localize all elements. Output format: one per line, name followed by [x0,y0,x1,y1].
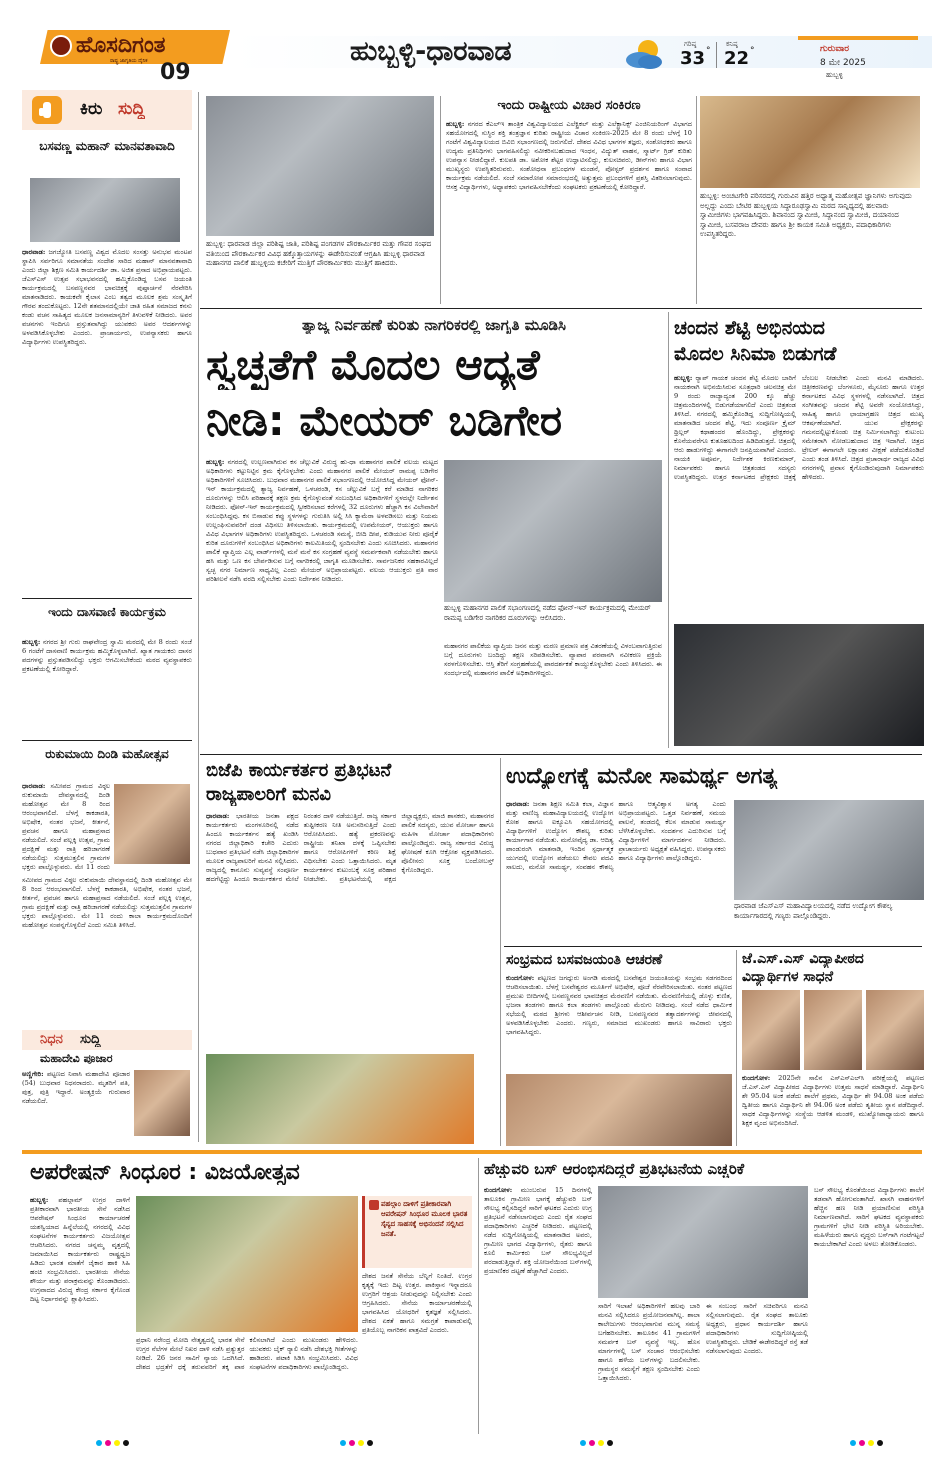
bus-photo [598,1186,808,1298]
obit-photo [134,1070,190,1136]
story-body: ಪಟ್ಟಣದ ನಿವಾಸಿ ಮಹಾದೇವಿ ಪೂಜಾರ (54) ಬುಧವಾರ ನಿಧನರಾದರು. ಮೃತರಿಗೆ ಪತಿ, ಪುತ್ರ, ಪುತ್ರಿ ಇದ್ದಾರೆ. ಅಂತ್ಯಕ್ರಿಯೆ ಗುರುವಾರ ನಡೆಯಲಿದೆ. [22,1070,130,1105]
column-rule [500,758,501,1146]
story-body: ಜಗಜ್ಯೋತಿ ಬಸವಣ್ಣ ವಿಶ್ವದ ಮೊದಲ ಸಂಸತ್ತು ಅನುಭವ ಮಂಟಪ ಸ್ಥಾಪಿಸಿ ಸರ್ವರಿಗೂ ಸಮಾನತೆಯ ಸಂದೇಶ ಸಾರಿದ ಮಹಾನ್ ಮಾನವತಾವಾದಿ ಎಂದು ಜಿಲ್ಲಾ ಶಿಕ್ಷಣ ಸಮಿತಿ ಕಾರ್ಯದರ್ಶಿ ಡಾ. ಅಜಿತ ಪ್ರಸಾದ ಅಭಿಪ್ರಾಯಪಟ್ಟರು. ಜೆಎಸ್ಎಸ್ ಉತ್ಸವ ಸಭಾಭವನದಲ್ಲಿ ಹಮ್ಮಿಕೊಂಡಿದ್ದ ಬಸವ ಜಯಂತಿ ಕಾರ್ಯಕ್ರಮದಲ್ಲಿ ಬಸವಣ್ಣನವರ ಭಾವಚಿತ್ರಕ್ಕೆ ಪುಷ್ಪಾರ್ಚನೆ ನೆರವೇರಿಸಿ ಮಾತನಾಡಿದರು. ಕಾಯಕವೇ ಕೈಲಾಸ ಎಂಬ ತತ್ವದ ಮೂಲಕ ಶ್ರಮ ಸಂಸ್ಕೃತಿಗೆ ಗೌರವ ತಂದುಕೊಟ್ಟರು. 12ನೇ ಶತಮಾನದಲ್ಲಿಯೇ ಜಾತಿ ರಹಿತ ಸಮಾಜದ ಕನಸು ಕಂಡು ವಚನ ಸಾಹಿತ್ಯದ ಮೂಲಕ ಜನಸಾಮಾನ್ಯರಿಗೆ ತಿಳುವಳಿಕೆ ನೀಡಿದರು. ಅವರ ವಚನಗಳು ಇಂದಿಗೂ ಪ್ರಸ್ತುತವಾಗಿದ್ದು ಯುವಕರು ಅವರ ಆದರ್ಶಗಳನ್ನು ಅಳವಡಿಸಿಕೊಳ್ಳಬೇಕು ಎಂದರು. ಪ್ರಾಚಾರ್ಯರು, ಉಪನ್ಯಾಸಕರು ಹಾಗೂ ವಿದ್ಯಾರ್ಥಿಗಳು ಉಪಸ್ಥಿತರಿದ್ದರು. [22,248,192,346]
partly-cloudy-icon [622,36,668,70]
dateline: ಕುಂದಗೋಳ: [742,1074,771,1082]
basava-body [506,974,732,1070]
lead-kicker: ತ್ಯಾಜ್ಯ ನಿರ್ವಹಣೆ ಕುರಿತು ನಾಗರಿಕರಲ್ಲಿ ಜಾಗೃತಿ ಮೂಡಿಸಿ [302,316,566,334]
bus-col1 [484,1186,592,1432]
sindoor-headline: ಅಪರೇಷನ್ ಸಿಂಧೂರ : ವಿಜಯೋತ್ಸವ [30,1160,300,1185]
story-body: ಜನತಾ ಶಿಕ್ಷಣ ಸಮಿತಿ ಕಲಾ, ವಿಜ್ಞಾನ ಮತ್ತು ವಾಣಿಜ್ಯ ಮಹಾವಿದ್ಯಾಲಯದಲ್ಲಿ ಉದ್ಯೋಗ ಕೋಶ ಹಾಗೂ ಐಕ್ಯೂಎಸಿ ಸಹಯೋಗದಲ್ಲಿ ವಿದ್ಯಾರ್ಥಿಗಳಿಗೆ ಉದ್ಯೋಗ ಕೌಶಲ್ಯ ಕುರಿತು ಕಾರ್ಯಾಗಾರ ನಡೆಯಿತು. ಮನೋವೈದ್ಯ ಡಾ. ಆದಿತ್ಯ ಪಾಂಡುರಂಗಿ ಮಾತನಾಡಿ, ಇಂದಿನ ಸ್ಪರ್ಧಾತ್ಮಕ ಯುಗದಲ್ಲಿ ಉದ್ಯೋಗ ಪಡೆಯಲು ಕೇವಲ ಪದವಿ ಸಾಲದು, ಮನೋ ಸಾಮರ್ಥ್ಯ, ಸಂವಹನ ಕೌಶಲ್ಯ ಹಾಗೂ ಆತ್ಮವಿಶ್ವಾಸ ಅಗತ್ಯ ಎಂದು ಅಭಿಪ್ರಾಯಪಟ್ಟರು. ಒತ್ತಡ ನಿರ್ವಹಣೆ, ಸಮಯ ಪಾಲನೆ, ತಂಡದಲ್ಲಿ ಕೆಲಸ ಮಾಡುವ ಸಾಮರ್ಥ್ಯ ಬೆಳೆಸಿಕೊಳ್ಳಬೇಕು. ಸಂದರ್ಶನ ಎದುರಿಸುವ ಬಗ್ಗೆ ವಿದ್ಯಾರ್ಥಿಗಳಿಗೆ ಮಾರ್ಗದರ್ಶನ ನೀಡಿದರು. ಪ್ರಾಚಾರ್ಯರು ಅಧ್ಯಕ್ಷತೆ ವಹಿಸಿದ್ದರು. ಉಪನ್ಯಾಸಕರು ಹಾಗೂ ವಿದ್ಯಾರ್ಥಿಗಳು ಪಾಲ್ಗೊಂಡಿದ್ದರು. [506,800,726,871]
issue-date: 8 ಮೇ 2025 [820,58,866,68]
story-body: ಪ್ರಧಾನಿ ನರೇಂದ್ರ ಮೋದಿ ನೇತೃತ್ವದಲ್ಲಿ ಭಾರತ ಸೇನೆ ಉಗ್ರರ ನೆಲೆಗಳ ಮೇಲೆ ನಿಖರ ದಾಳಿ ನಡೆಸಿ ಪ್ರತ್ಯುತ್ತರ ನೀಡಿದೆ. 26 ಜನರ ಸಾವಿಗೆ ನ್ಯಾಯ ಒದಗಿಸಿದೆ. ದೇಶದ ಭದ್ರತೆಗೆ ಧಕ್ಕೆ ತರುವವರಿಗೆ ತಕ್ಕ ಪಾಠ ಕಲಿಸಲಾಗಿದೆ ಎಂದು ಮುಖಂಡರು ಹೇಳಿದರು. ಯುವಕರು ಬೈಕ್ ರ‍್ಯಾಲಿ ನಡೆಸಿ ದೇಶಭಕ್ತಿ ಗೀತೆಗಳನ್ನು ಹಾಡಿದರು. ಪಟಾಕಿ ಸಿಡಿಸಿ ಸಂಭ್ರಮಿಸಿದರು. ವಿವಿಧ ಸಂಘಟನೆಗಳ ಪದಾಧಿಕಾರಿಗಳು ಪಾಲ್ಗೊಂಡಿದ್ದರು. [136,1336,358,1371]
story-body: ಭಾರತೀಯ ಜನತಾ ಪಕ್ಷದ ಕಾರ್ಯಕರ್ತರು ಮಂಗಳೂರಿನಲ್ಲಿ ನಡೆದ ಹಿಂದೂ ಕಾರ್ಯಕರ್ತನ ಹತ್ಯೆ ಖಂಡಿಸಿ ನಗರದ ಜಿಲ್ಲಾಧಿಕಾರಿ ಕಚೇರಿ ಎದುರು ಬುಧವಾರ ಪ್ರತಿಭಟನೆ ನಡೆಸಿ ಜಿಲ್ಲಾಧಿಕಾರಿಗಳ ಮೂಲಕ ರಾಜ್ಯಪಾಲರಿಗೆ ಮನವಿ ಸಲ್ಲಿಸಿದರು. ರಾಜ್ಯದಲ್ಲಿ ಕಾನೂನು ಸುವ್ಯವಸ್ಥೆ ಸಂಪೂರ್ಣ ಹದಗೆಟ್ಟಿದ್ದು ಹಿಂದೂ ಕಾರ್ಯಕರ್ತರ ಮೇಲೆ ನಿರಂತರ ದಾಳಿ ನಡೆಯುತ್ತಿದೆ. ರಾಜ್ಯ ಸರ್ಕಾರ ತುಷ್ಟೀಕರಣ ನೀತಿ ಅನುಸರಿಸುತ್ತಿದೆ ಎಂದು ಆರೋಪಿಸಿದರು. ಹತ್ಯೆ ಪ್ರಕರಣವನ್ನು ರಾಷ್ಟ್ರೀಯ ತನಿಖಾ ದಳಕ್ಕೆ ಒಪ್ಪಿಸಬೇಕು ಹಾಗೂ ಆರೋಪಿಗಳಿಗೆ ಕಠಿಣ ಶಿಕ್ಷೆ ವಿಧಿಸಬೇಕು ಎಂದು ಒತ್ತಾಯಿಸಿದರು. ಮೃತ ಕಾರ್ಯಕರ್ತನ ಕುಟುಂಬಕ್ಕೆ ಸೂಕ್ತ ಪರಿಹಾರ ನೀಡಬೇಕು. ಪ್ರತಿಭಟನೆಯಲ್ಲಿ ಪಕ್ಷದ ಜಿಲ್ಲಾಧ್ಯಕ್ಷರು, ಮಾಜಿ ಶಾಸಕರು, ಮಹಾನಗರ ಪಾಲಿಕೆ ಸದಸ್ಯರು, ಯುವ ಮೋರ್ಚಾ ಹಾಗೂ ಮಹಿಳಾ ಮೋರ್ಚಾ ಪದಾಧಿಕಾರಿಗಳು ಪಾಲ್ಗೊಂಡಿದ್ದರು. ರಾಜ್ಯ ಸರ್ಕಾರದ ವಿರುದ್ಧ ಘೋಷಣೆ ಕೂಗಿ ಆಕ್ರೋಶ ವ್ಯಕ್ತಪಡಿಸಿದರು. ಪೊಲೀಸರು ಸೂಕ್ತ ಬಂದೋಬಸ್ತ್ ಕೈಗೊಂಡಿದ್ದರು. [206,812,494,883]
column-rule [736,950,737,1146]
sindoor-pullquote [362,1196,472,1268]
lead-body [206,458,438,748]
registration-marks-center-left [340,1440,373,1446]
registration-marks-center-right [580,1440,613,1446]
obit-body [22,1070,130,1160]
lead-photo [444,460,662,602]
bjp-body [206,812,494,1050]
column-rule [198,92,199,1142]
lead-photo-caption: ಹುಬ್ಬಳ್ಳಿ ಮಹಾನಗರ ಪಾಲಿಕೆ ಸಭಾಂಗಣದಲ್ಲಿ ನಡೆದ ಫೋನ್-ಇನ್ ಕಾರ್ಯಕ್ರಮದಲ್ಲಿ ಮೇಯರ್ ರಾಮಪ್ಪ ಬಡಿಗೇರ ನಾಗರಿಕರ ದೂರುಗಳನ್ನು ಆಲಿಸಿದರು. [444,604,651,622]
sidebar-story2-headline: ಇಂದು ದಾಸವಾಣಿ ಕಾರ್ಯಕ್ರಮ [48,605,166,619]
sindoor-col2 [136,1336,358,1432]
story-body: ನಗರದ ಶ್ರೀ ಗುರು ರಾಘವೇಂದ್ರ ಸ್ವಾಮಿ ಮಠದಲ್ಲಿ ಮೇ 8 ರಂದು ಸಂಜೆ 6 ಗಂಟೆಗೆ ದಾಸವಾಣಿ ಕಾರ್ಯಕ್ರಮ ಹಮ್ಮಿಕೊಳ್ಳಲಾಗಿದೆ. ಖ್ಯಾತ ಗಾಯಕರು ದಾಸರ ಪದಗಳನ್ನು ಪ್ರಸ್ತುತಪಡಿಸಲಿದ್ದು ಭಕ್ತರು ಆಗಮಿಸಬೇಕೆಂದು ಮಠದ ವ್ಯವಸ್ಥಾಪಕರು ಪ್ರಕಟಣೆಯಲ್ಲಿ ಕೋರಿದ್ದಾರೆ. [22,638,192,673]
lead-headline-line2: ನೀಡಿ: ಮೇಯರ್ ಬಡಿಗೇರ [206,396,563,445]
divider [200,308,922,309]
udyoga-headline: ಉದ್ಯೋಗಕ್ಕೆ ಮನೋ ಸಾಮರ್ಥ್ಯ ಅಗತ್ಯ [506,764,778,789]
sidebar-story3-headline: ರುಕುಮಾಯಿ ದಿಂಡಿ ಮಹೋತ್ಸವ [45,747,169,761]
story-body: ಈ ಸಂಬಂಧ ಸಾರಿಗೆ ಸಚಿವರಿಗೂ ಮನವಿ ಸಲ್ಲಿಸಲಾಗುವುದು. ರೈತ ಸಂಘದ ತಾಲೂಕು ಅಧ್ಯಕ್ಷರು, ಪ್ರಧಾನ ಕಾರ್ಯದರ್ಶಿ ಹಾಗೂ ಪದಾಧಿಕಾರಿಗಳು ಸುದ್ದಿಗೋಷ್ಠಿಯಲ್ಲಿ ಉಪಸ್ಥಿತರಿದ್ದರು. ಬೇಡಿಕೆ ಈಡೇರದಿದ್ದರೆ ರಸ್ತೆ ತಡೆ ನಡೆಸಲಾಗುವುದು ಎಂದರು. [706,1302,808,1355]
divider [22,598,192,599]
obit-name: ಮಹಾದೇವಿ ಪೂಜಾರ [40,1052,113,1065]
bjp-headline-line2: ರಾಜ್ಯಪಾಲರಿಗೆ ಮನವಿ [206,784,331,805]
story-body: ಮುಂಬರುವ 15 ದಿನಗಳಲ್ಲಿ ತಾಲೂಕಿನ ಗ್ರಾಮೀಣ ಭಾಗಕ್ಕೆ ಹೆಚ್ಚುವರಿ ಬಸ್ ಸೌಲಭ್ಯ ಕಲ್ಪಿಸದಿದ್ದರೆ ಸಾರಿಗೆ ಘಟಕದ ಎದುರು ಉಗ್ರ ಪ್ರತಿಭಟನೆ ನಡೆಸಲಾಗುವುದು ಎಂದು ರೈತ ಸಂಘದ ಪದಾಧಿಕಾರಿಗಳು ಎಚ್ಚರಿಕೆ ನೀಡಿದರು. ಪಟ್ಟಣದಲ್ಲಿ ನಡೆದ ಸುದ್ದಿಗೋಷ್ಠಿಯಲ್ಲಿ ಮಾತನಾಡಿದ ಅವರು, ಗ್ರಾಮೀಣ ಭಾಗದ ವಿದ್ಯಾರ್ಥಿಗಳು, ರೈತರು ಹಾಗೂ ಕೂಲಿ ಕಾರ್ಮಿಕರು ಬಸ್ ಸೌಲಭ್ಯವಿಲ್ಲದೆ ಪರದಾಡುತ್ತಿದ್ದಾರೆ. ಶಕ್ತಿ ಯೋಜನೆಯಿಂದ ಬಸ್‌ಗಳಲ್ಲಿ ಪ್ರಯಾಣಿಕರ ದಟ್ಟಣೆ ಹೆಚ್ಚಾಗಿದೆ ಎಂದರು. [484,1186,592,1275]
dateline: ಧಾರವಾಡ: [22,782,46,790]
kiru-label-1: ಕಿರು [80,99,103,119]
top-center-body [446,120,692,304]
top-left-caption: ಹುಬ್ಬಳ್ಳಿ: ಧಾರವಾಡ ಜಿಲ್ಲಾ ಪರಿಶಿಷ್ಟ ಜಾತಿ, ಪರಿಶಿಷ್ಟ ಪಂಗಡಗಳ ಪೌರಕಾರ್ಮಿಕರ ಮತ್ತು ಗೌಪರ ಸಂಘದ ವತಿಯಿಂದ ಪೌರಕಾರ್ಮಿಕರ ವಿವಿಧ ಹಕ್ಕೊತ್ತಾಯಗಳನ್ನು ಈಡೇರಿಸುವಂತೆ ಆಗ್ರಹಿಸಿ ಹುಬ್ಬಳ್ಳಿ ಧಾರವಾಡ ಮಹಾನಗರ ಪಾಲಿಕೆ ಹುಬ್ಬಳ್ಳಿಯ ಕಚೇರಿಗೆ ಮುತ್ತಿಗೆ ಪೌರಕಾರ್ಮಿಕರು ಮುತ್ತಿಗೆ ಹಾಕಿದರು. [206,240,432,267]
dateline: ಹುಬ್ಬಳ್ಳಿ: [30,1196,49,1204]
jss-headline-line1: ಜೆ.ಎಸ್.ಎಸ್ ವಿದ್ಯಾಪೀಠದ [742,951,864,967]
story-body: 2025ನೇ ಸಾಲಿನ ಎಸ್ಎಸ್ಎಲ್‌ಸಿ ಪರೀಕ್ಷೆಯಲ್ಲಿ ಪಟ್ಟಣದ ಜೆ.ಎಸ್.ಎಸ್ ವಿದ್ಯಾಪೀಠದ ವಿದ್ಯಾರ್ಥಿಗಳು ಉತ್ತಮ ಸಾಧನೆ ಮಾಡಿದ್ದಾರೆ. ವಿದ್ಯಾರ್ಥಿನಿ ಶೇ 95.04 ಅಂಕ ಪಡೆದು ಶಾಲೆಗೆ ಪ್ರಥಮ, ವಿದ್ಯಾರ್ಥಿ ಶೇ 94.08 ಅಂಕ ಪಡೆದು ದ್ವಿತೀಯ ಹಾಗೂ ವಿದ್ಯಾರ್ಥಿನಿ ಶೇ 94.06 ಅಂಕ ಪಡೆದು ತೃತೀಯ ಸ್ಥಾನ ಪಡೆದಿದ್ದಾರೆ. ಸಾಧಕ ವಿದ್ಯಾರ್ಥಿಗಳನ್ನು ಸಂಸ್ಥೆಯ ಆಡಳಿತ ಮಂಡಳಿ, ಮುಖ್ಯೋಪಾಧ್ಯಾಯರು ಹಾಗೂ ಶಿಕ್ಷಕ ವೃಂದ ಅಭಿನಂದಿಸಿದೆ. [742,1074,924,1127]
dateline: ಕುಂದಗೋಳ: [484,1186,513,1194]
bus-headline: ಹೆಚ್ಚುವರಿ ಬಸ್ ಆರಂಭಿಸದಿದ್ದರೆ ಪ್ರತಿಭಟನೆಯ ಎಚ್ಚರಿಕೆ [484,1160,745,1178]
temp-max-label: ಗರಿಷ್ಠ [684,40,697,48]
story-body: ಪಹಲ್ಗಾಮ್ ಉಗ್ರರ ದಾಳಿಗೆ ಪ್ರತೀಕಾರವಾಗಿ ಭಾರತೀಯ ಸೇನೆ ನಡೆಸಿದ ಆಪರೇಷನ್ ಸಿಂಧೂರ ಕಾರ್ಯಾಚರಣೆ ಯಶಸ್ವಿಯಾದ ಹಿನ್ನೆಲೆಯಲ್ಲಿ ನಗರದಲ್ಲಿ ವಿವಿಧ ಸಂಘಟನೆಗಳ ಕಾರ್ಯಕರ್ತರು ವಿಜಯೋತ್ಸವ ಆಚರಿಸಿದರು. ನಗರದ ಚನ್ನಮ್ಮ ವೃತ್ತದಲ್ಲಿ ಜಮಾಯಿಸಿದ ಕಾರ್ಯಕರ್ತರು ರಾಷ್ಟ್ರಧ್ವಜ ಹಿಡಿದು ಭಾರತ ಮಾತೆಗೆ ಜೈಕಾರ ಹಾಕಿ ಸಿಹಿ ಹಂಚಿ ಸಂಭ್ರಮಿಸಿದರು. ಭಾರತೀಯ ಸೇನೆಯ ಶೌರ್ಯ ಮತ್ತು ಪರಾಕ್ರಮವನ್ನು ಕೊಂಡಾಡಿದರು. ಉಗ್ರವಾದದ ವಿರುದ್ಧ ಕೇಂದ್ರ ಸರ್ಕಾರ ಕೈಗೊಂಡ ದಿಟ್ಟ ನಿರ್ಧಾರವನ್ನು ಶ್ಲಾಘಿಸಿದರು. [30,1196,130,1303]
issue-day: ಗುರುವಾರ [820,44,850,54]
temp-divider [716,42,717,68]
sindoor-col3 [362,1272,472,1432]
sidebar-story1-body [22,248,192,592]
top-left-photo [206,96,434,236]
registration-marks-left [96,1440,129,1446]
pointing-hand-icon [32,96,62,124]
logo-text: ಹೊಸದಿಗಂತ [76,33,166,58]
top-right-caption: ಹುಬ್ಬಳ್ಳಿ: ಅಂಚಟಗೇರಿ ಪರಿಸರದಲ್ಲಿ ಗುರುವಿನ ಹತ್ತಿರ ಅಧ್ಯಾತ್ಮ ಮಹೋತ್ಸವ ಜ್ಞಾನಿಗಳು ಅಗುವುದು ಅಲ್ಲದ್ದು ಎಂದು ಬೇಟಿರ ಹುಬ್ಬಳ್ಳಿಯ ಸಿದ್ಧಾರೂಢಸ್ವಾಮಿ ಮಠದ ಸಾನ್ನಿಧ್ಯದಲ್ಲಿ ಹಲವಾರು ಸ್ವಾಮೀಜಿಗಳು ಭಾಗವಹಿಸಿದ್ದರು. ಶಿವಾನಂದ ಸ್ವಾಮೀಜಿ, ಸಿದ್ದಾನಂದ ಸ್ವಾಮೀಜಿ, ದಯಾನಂದ ಸ್ವಾಮೀಜಿ, ಬಸವರಾಜ ದೇವರು ಹಾಗೂ ಶ್ರೀ ಕಾಯಕ ಸಮಿತಿ ಅಧ್ಯಕ್ಷರು, ಪದಾಧಿಕಾರಿಗಳು ಉಪಸ್ಥಿತರಿದ್ದರು. [700,192,912,238]
column-rule [668,312,669,748]
column-rule [440,96,441,304]
sidebar-story1-photo [30,178,180,242]
obit-label-1: ನಿಧನ [40,1032,63,1047]
sidebar-story1-headline: ಬಸವಣ್ಣ ಮಹಾನ್ ಮಾನವತಾವಾದಿ [39,139,175,153]
udyoga-photo-caption: ಧಾರವಾಡ ಜೆಎಸ್ಎಸ್ ಮಹಾವಿದ್ಯಾಲಯದಲ್ಲಿ ನಡೆದ ಉದ್ಯೋಗ ಕೌಶಲ್ಯ ಕಾರ್ಯಾಗಾರದಲ್ಲಿ ಗಣ್ಯರು ಪಾಲ್ಗೊಂಡಿದ್ದರು. [734,902,893,920]
lead-body-cont [444,642,662,748]
pullquote-text: ಪಹಲ್ಗಾಂ ದಾಳಿಗೆ ಪ್ರತೀಕಾರವಾಗಿ ಆಪರೇಷನ್ ಸಿಂಧೂರ ಮೂಲಕ ಭಾರತ ಸೈನ್ಯದ ಸಾಹಸಕ್ಕೆ ಅಭಿನಂದನೆ ಸಲ್ಲಿಸಿದ ಜನತೆ. [381,1200,468,1238]
story-body: ರ‍್ಯಾಪ್ ಗಾಯಕ ಚಂದನ ಶೆಟ್ಟಿ ಮೊದಲ ಬಾರಿಗೆ ನಾಯಕನಾಗಿ ಅಭಿನಯಿಸಿರುವ ಸೂತ್ರಧಾರಿ ಚಲನಚಿತ್ರ ಮೇ 9 ರಂದು ರಾಜ್ಯಾದ್ಯಂತ 200 ಕ್ಕೂ ಹೆಚ್ಚು ಚಿತ್ರಮಂದಿರಗಳಲ್ಲಿ ಬಿಡುಗಡೆಯಾಗಲಿದೆ ಎಂದು ಚಿತ್ರತಂಡ ತಿಳಿಸಿದೆ. ನಗರದಲ್ಲಿ ಹಮ್ಮಿಕೊಂಡಿದ್ದ ಸುದ್ದಿಗೋಷ್ಠಿಯಲ್ಲಿ ಮಾತನಾಡಿದ ಚಂದನ ಶೆಟ್ಟಿ, ಇದು ಸಂಪೂರ್ಣ ಕ್ರೈಮ್ ಥ್ರಿಲ್ಲರ್ ಕಥಾಹಂದರ ಹೊಂದಿದ್ದು, ಪ್ರೇಕ್ಷಕರನ್ನು ಕೊನೆಯವರೆಗೂ ಕುತೂಹಲದಿಂದ ಹಿಡಿದಿಡುತ್ತದೆ. ಚಿತ್ರದಲ್ಲಿ ಆರು ಹಾಡುಗಳಿದ್ದು ಈಗಾಗಲೇ ಜನಪ್ರಿಯವಾಗಿವೆ ಎಂದರು. ನಾಯಕಿ ಅಪೂರ್ವ, ನಿರ್ದೇಶಕ ಕಿರಣಕುಮಾರ್, ನಿರ್ಮಾಪಕರು ಹಾಗೂ ಚಿತ್ರತಂಡದ ಸದಸ್ಯರು ಉಪಸ್ಥಿತರಿದ್ದರು. ಉತ್ತರ ಕರ್ನಾಟಕದ ಪ್ರೇಕ್ಷಕರು ಚಿತ್ರಕ್ಕೆ ಬೆಂಬಲ ನೀಡಬೇಕು ಎಂದು ಮನವಿ ಮಾಡಿದರು. ಚಿತ್ರೀಕರಣವನ್ನು ಬೆಂಗಳೂರು, ಮೈಸೂರು ಹಾಗೂ ಉತ್ತರ ಕರ್ನಾಟಕದ ವಿವಿಧ ಸ್ಥಳಗಳಲ್ಲಿ ನಡೆಸಲಾಗಿದೆ. ಚಿತ್ರದ ಸಂಗೀತವನ್ನು ಚಂದನ ಶೆಟ್ಟಿ ಅವರೇ ಸಂಯೋಜಿಸಿದ್ದು, ಸಾಹಿತ್ಯ ಹಾಗೂ ಛಾಯಾಗ್ರಹಣ ಚಿತ್ರದ ಮುಖ್ಯ ಆಕರ್ಷಣೆಯಾಗಿದೆ. ಯುವ ಪ್ರೇಕ್ಷಕರನ್ನು ಗಮನದಲ್ಲಿಟ್ಟುಕೊಂಡು ಚಿತ್ರ ನಿರ್ಮಿಸಲಾಗಿದ್ದು ಕುಟುಂಬ ಸಮೇತರಾಗಿ ನೋಡಬಹುದಾದ ಚಿತ್ರ ಇದಾಗಿದೆ. ಚಿತ್ರದ ಟ್ರೇಲರ್ ಈಗಾಗಲೇ ಲಕ್ಷಾಂತರ ವೀಕ್ಷಣೆ ಪಡೆದುಕೊಂಡಿದೆ ಎಂದು ತಂಡ ತಿಳಿಸಿದೆ. ಚಿತ್ರದ ಪ್ರಚಾರಾರ್ಥ ರಾಜ್ಯದ ವಿವಿಧ ನಗರಗಳಲ್ಲಿ ಪ್ರವಾಸ ಕೈಗೊಂಡಿರುವುದಾಗಿ ನಿರ್ಮಾಪಕರು ಹೇಳಿದರು. [674,374,924,481]
udyoga-photo [734,800,924,900]
story-body: ಮಹಾನಗರ ಪಾಲಿಕೆಯ ವ್ಯಾಪ್ತಿಯ ಜನನ ಮತ್ತು ಮರಣ ಪ್ರಮಾಣ ಪತ್ರ ವಿತರಣೆಯಲ್ಲಿ ವಿಳಂಬವಾಗುತ್ತಿರುವ ಬಗ್ಗೆ ದೂರುಗಳು ಬಂದಿದ್ದು ತಕ್ಷಣ ಸರಿಪಡಿಸಬೇಕು. ವ್ಯಾಪಾರ ಪರವಾನಗಿ ನವೀಕರಣ ಪ್ರಕ್ರಿಯೆ ಸರಳಗೊಳಿಸಬೇಕು. ಆಸ್ತಿ ತೆರಿಗೆ ಸಂಗ್ರಹಣೆಯಲ್ಲಿ ಪಾರದರ್ಶಕತೆ ಕಾಯ್ದುಕೊಳ್ಳಬೇಕು ಎಂದು ತಿಳಿಸಿದರು. ಈ ಸಂದರ್ಭದಲ್ಲಿ ಮಹಾನಗರ ಪಾಲಿಕೆ ಅಧಿಕಾರಿಗಳಿದ್ದರು. [444,642,662,677]
sindoor-photo [136,1196,358,1332]
masthead [0,0,945,90]
top-center-headline: ಇಂದು ರಾಷ್ಟ್ರೀಯ ವಿಚಾರ ಸಂಕಿರಣ [497,98,641,113]
obit-header [22,1030,192,1050]
lead-headline-line1: ಸ್ವಚ್ಛತೆಗೆ ಮೊದಲ ಆದ್ಯತೆ [206,340,540,389]
obit-label-2: ಸುದ್ದಿ [80,1032,101,1047]
sidebar-story3-photo [114,784,190,864]
story-body: ನಗರದಲ್ಲಿ ಉಲ್ಬಣವಾಗಿರುವ ಕಸ ಚೆಲ್ಲುವಿಕೆ ವಿರುದ್ಧ ಹು-ಧಾ ಮಹಾನಗರ ಪಾಲಿಕೆ ವಲಯ ಮಟ್ಟದ ಅಧಿಕಾರಿಗಳು ಕಟ್ಟುನಿಟ್ಟಿನ ಕ್ರಮ ಕೈಗೊಳ್ಳಬೇಕು ಎಂದು ಮಹಾನಗರ ಪಾಲಿಕೆ ಮೇಯರ್ ರಾಮಪ್ಪ ಬಡಿಗೇರ ಅಧಿಕಾರಿಗಳಿಗೆ ಸೂಚಿಸಿದರು. ಬುಧವಾರ ಮಹಾನಗರ ಪಾಲಿಕೆ ಸಭಾಂಗಣದಲ್ಲಿ ಆಯೋಜಿಸಿದ್ದ ಮೇಯರ್ ಫೋನ್-ಇನ್ ಕಾರ್ಯಕ್ರಮದಲ್ಲಿ ತ್ಯಾಜ್ಯ ನಿರ್ವಹಣೆ, ಒಳಚರಂಡಿ, ಕಸ ಚೆಲ್ಲುವಿಕೆ ಬಗ್ಗೆ ಕರೆ ಮಾಡಿದ ನಾಗರಿಕರ ದೂರುಗಳನ್ನು ಆಲಿಸಿ ಪರಿಹಾರಕ್ಕೆ ತಕ್ಷಣ ಕ್ರಮ ಕೈಗೊಳ್ಳುವಂತೆ ಸಂಬಂಧಿಸಿದ ಅಧಿಕಾರಿಗಳಿಗೆ ಸ್ಥಳದಲ್ಲೇ ನಿರ್ದೇಶನ ನೀಡಿದರು. ಫೋನ್-ಇನ್ ಕಾರ್ಯಕ್ರಮದಲ್ಲಿ ಸ್ವೀಕರಿಸಲಾದ ಕರೆಗಳಲ್ಲಿ 32 ದೂರುಗಳು ಹೆಚ್ಚಾಗಿ ಕಸ ವಿಲೇವಾರಿಗೆ ಸಂಬಂಧಿಸಿದ್ದವು. ಕಸ ಬಿಸಾಡುವ ಕಪ್ಪು ಸ್ಥಳಗಳನ್ನು ಗುರುತಿಸಿ ಅಲ್ಲಿ ಸಿಸಿ ಕ್ಯಾಮೆರಾ ಅಳವಡಿಸಲು ಮತ್ತು ನಿಯಮ ಉಲ್ಲಂಘಿಸುವವರಿಗೆ ದಂಡ ವಿಧಿಸಲು ತಿಳಿಸಲಾಯಿತು. ಕಾರ್ಯಕ್ರಮದಲ್ಲಿ ಉಪಮೇಯರ್, ಆಯುಕ್ತರು ಹಾಗೂ ವಿವಿಧ ವಿಭಾಗಗಳ ಅಧಿಕಾರಿಗಳು ಉಪಸ್ಥಿತರಿದ್ದರು. ಒಳಚರಂಡಿ ಸಮಸ್ಯೆ, ಬೀದಿ ದೀಪ, ಕುಡಿಯುವ ನೀರು ಪೂರೈಕೆ ಕುರಿತ ದೂರುಗಳಿಗೆ ಸಂಬಂಧಿಸಿದ ಅಧಿಕಾರಿಗಳು ಕಾಲಮಿತಿಯಲ್ಲಿ ಸ್ಪಂದಿಸಬೇಕು ಎಂದು ಸೂಚಿಸಿದರು. ಮಹಾನಗರ ಪಾಲಿಕೆ ವ್ಯಾಪ್ತಿಯ ಎಲ್ಲ ವಾರ್ಡ್‌ಗಳಲ್ಲಿ ಮನೆ ಮನೆ ಕಸ ಸಂಗ್ರಹಣೆ ವ್ಯವಸ್ಥೆ ಸಮರ್ಪಕವಾಗಿ ನಡೆಯಬೇಕು ಹಾಗೂ ಹಸಿ ಮತ್ತು ಒಣ ಕಸ ಬೇರ್ಪಡಿಸುವ ಬಗ್ಗೆ ನಾಗರಿಕರಲ್ಲಿ ಜಾಗೃತಿ ಮೂಡಿಸಬೇಕು. ಸಾರ್ವಜನಿಕರ ಸಹಕಾರವಿಲ್ಲದೆ ಸ್ವಚ್ಛ ನಗರ ನಿರ್ಮಾಣ ಸಾಧ್ಯವಿಲ್ಲ ಎಂದು ಮೇಯರ್ ಅಭಿಪ್ರಾಯಪಟ್ಟರು. ವಲಯ ಆಯುಕ್ತರು ಪ್ರತಿ ವಾರ ಪರಿಶೀಲನೆ ನಡೆಸಿ ವರದಿ ಸಲ್ಲಿಸಬೇಕು ಎಂದು ನಿರ್ದೇಶನ ನೀಡಿದರು. [206,458,438,583]
logo-emblem-icon [50,35,72,57]
registration-marks-right [850,1440,883,1446]
story-body: ನಗರದ ಕೆಎಲ್ಇ ತಾಂತ್ರಿಕ ವಿಶ್ವವಿದ್ಯಾಲಯದ ಎಲೆಕ್ಟ್ರಿಕಲ್ ಮತ್ತು ಎಲೆಕ್ಟ್ರಾನಿಕ್ಸ್ ಎಂಜಿನಿಯರಿಂಗ್ ವಿಭಾಗದ ಸಹಯೋಗದಲ್ಲಿ ಸುಸ್ಥಿರ ಶಕ್ತಿ ತಂತ್ರಜ್ಞಾನ ಕುರಿತು ರಾಷ್ಟ್ರೀಯ ವಿಚಾರ ಸಂಕಿರಣ-2025 ಮೇ 8 ರಂದು ಬೆಳಗ್ಗೆ 10 ಗಂಟೆಗೆ ವಿಶ್ವವಿದ್ಯಾಲಯದ ಬಿವಿಬಿ ಸಭಾಂಗಣದಲ್ಲಿ ಜರುಗಲಿದೆ. ದೇಶದ ವಿವಿಧ ಭಾಗಗಳ ತಜ್ಞರು, ಸಂಶೋಧಕರು ಹಾಗೂ ಉದ್ಯಮ ಪ್ರತಿನಿಧಿಗಳು ಭಾಗವಹಿಸಲಿದ್ದು ನವೀಕರಿಸಬಹುದಾದ ಇಂಧನ, ವಿದ್ಯುತ್ ವಾಹನ, ಸ್ಮಾರ್ಟ್ ಗ್ರಿಡ್ ಕುರಿತು ಉಪನ್ಯಾಸ ನೀಡಲಿದ್ದಾರೆ. ಕುಲಪತಿ ಡಾ. ಅಶೋಕ ಶೆಟ್ಟರ ಉದ್ಘಾಟಿಸಲಿದ್ದು, ಕುಲಸಚಿವರು, ಡೀನ್‌ಗಳು ಹಾಗೂ ವಿಭಾಗ ಮುಖ್ಯಸ್ಥರು ಉಪಸ್ಥಿತರಿರುವರು. ಸಂಶೋಧನಾ ಪ್ರಬಂಧಗಳ ಮಂಡನೆ, ಪೋಸ್ಟರ್ ಪ್ರದರ್ಶನ ಹಾಗೂ ಸಂವಾದ ಕಾರ್ಯಕ್ರಮ ನಡೆಯಲಿದೆ. ಸಂಜೆ ಸಮಾರೋಪ ಸಮಾರಂಭದಲ್ಲಿ ಅತ್ಯುತ್ತಮ ಪ್ರಬಂಧಗಳಿಗೆ ಪ್ರಶಸ್ತಿ ವಿತರಿಸಲಾಗುವುದು. ಆಸಕ್ತ ವಿದ್ಯಾರ್ಥಿಗಳು, ಅಧ್ಯಾಪಕರು ಭಾಗವಹಿಸಬೇಕೆಂದು ಸಂಘಟಕರು ಪ್ರಕಟಣೆಯಲ್ಲಿ ಕೋರಿದ್ದಾರೆ. [446,120,692,191]
udyoga-body [506,800,726,942]
temp-max: 33 [680,48,706,69]
jss-photos [742,990,924,1070]
dateline: ಅಣ್ಣಿಗೇರಿ: [22,1070,44,1078]
student-photo [742,990,800,1070]
jss-headline-line2: ವಿದ್ಯಾರ್ಥಿಗಳ ಸಾಧನೆ [742,969,834,985]
dateline: ಕುಂದಗೋಳ: [506,974,535,982]
jss-body [742,1074,924,1146]
sidebar-story2-body [22,638,192,748]
divider [200,754,922,755]
temp-max-degree: ° [706,46,711,56]
story-body: ಸಮೀಪದ ಗ್ರಾಮದ ವಿಠ್ಠಲ ರುಕುಮಾಯಿ ದೇವಸ್ಥಾನದಲ್ಲಿ ದಿಂಡಿ ಮಹೋತ್ಸವ ಮೇ 8 ರಿಂದ ಆರಂಭವಾಗಲಿದೆ. ಬೆಳಗ್ಗೆ ಕಾಕಡಾರತಿ, ಅಭಿಷೇಕ, ನಂತರ ಭಜನೆ, ಕೀರ್ತನೆ, ಪ್ರವಚನ ಹಾಗೂ ಮಹಾಪ್ರಸಾದ ನಡೆಯಲಿದೆ. ಸಂಜೆ ಪಲ್ಲಕ್ಕಿ ಉತ್ಸವ, ಗ್ರಾಮ ಪ್ರದಕ್ಷಿಣೆ ಮತ್ತು ರಾತ್ರಿ ಹರಿಜಾಗರಣೆ ನಡೆಯಲಿದ್ದು ಸುತ್ತಮುತ್ತಲಿನ ಗ್ರಾಮಗಳ ಭಕ್ತರು ಪಾಲ್ಗೊಳ್ಳುವರು. ಮೇ 11 ರಂದು [22,782,110,871]
dateline: ಧಾರವಾಡ: [206,812,230,820]
basava-headline: ಸಂಭ್ರಮದ ಬಸವಜಯಂತಿ ಆಚರಣೆ [506,952,663,968]
dateline: ಧಾರವಾಡ: [22,248,46,256]
temp-min-degree: ° [750,46,755,56]
pointing-hand-icon [369,1200,379,1210]
story-body: ಬಸ್ ಸೌಲಭ್ಯ ಕೊರತೆಯಿಂದ ವಿದ್ಯಾರ್ಥಿಗಳು ಶಾಲೆಗೆ ತಡವಾಗಿ ಹೋಗುವಂತಾಗಿದೆ. ಖಾಸಗಿ ವಾಹನಗಳಿಗೆ ಹೆಚ್ಚಿನ ಹಣ ನೀಡಿ ಪ್ರಯಾಣಿಸುವ ಪರಿಸ್ಥಿತಿ ನಿರ್ಮಾಣವಾಗಿದೆ. ಸಾರಿಗೆ ಘಟಕದ ವ್ಯವಸ್ಥಾಪಕರು ಗ್ರಾಮಗಳಿಗೆ ಭೇಟಿ ನೀಡಿ ಪರಿಸ್ಥಿತಿ ಅರಿಯಬೇಕು. ಮಹಿಳೆಯರು ಹಾಗೂ ವೃದ್ಧರು ಬಸ್‌ಗಾಗಿ ಗಂಟೆಗಟ್ಟಲೆ ಕಾಯಬೇಕಾಗಿದೆ ಎಂದು ಅಳಲು ತೋಡಿಕೊಂಡರು. [814,1186,924,1248]
temp-min-label: ಕನಿಷ್ಠ [726,40,738,48]
sidebar-story3-body [22,782,110,872]
column-rule [696,96,697,304]
edition-title: ಹುಬ್ಬಳ್ಳಿ-ಧಾರವಾಡ [350,36,512,67]
basava-photo [506,1074,732,1146]
student-photo [804,990,862,1070]
dateline: ಹುಬ್ಬಳ್ಳಿ: [22,638,41,646]
bjp-photo [206,1054,474,1144]
bus-col3 [706,1302,808,1432]
story-body: ಸಮೀಪದ ಗ್ರಾಮದ ವಿಠ್ಠಲ ರುಕುಮಾಯಿ ದೇವಸ್ಥಾನದಲ್ಲಿ ದಿಂಡಿ ಮಹೋತ್ಸವ ಮೇ 8 ರಿಂದ ಆರಂಭವಾಗಲಿದೆ. ಬೆಳಗ್ಗೆ ಕಾಕಡಾರತಿ, ಅಭಿಷೇಕ, ನಂತರ ಭಜನೆ, ಕೀರ್ತನೆ, ಪ್ರವಚನ ಹಾಗೂ ಮಹಾಪ್ರಸಾದ ನಡೆಯಲಿದೆ. ಸಂಜೆ ಪಲ್ಲಕ್ಕಿ ಉತ್ಸವ, ಗ್ರಾಮ ಪ್ರದಕ್ಷಿಣೆ ಮತ್ತು ರಾತ್ರಿ ಹರಿಜಾಗರಣೆ ನಡೆಯಲಿದ್ದು ಸುತ್ತಮುತ್ತಲಿನ ಗ್ರಾಮಗಳ ಭಕ್ತರು ಪಾಲ್ಗೊಳ್ಳುವರು. ಮೇ 11 ರಂದು ಕಾಲಾ ಕಾರ್ಯಕ್ರಮದೊಂದಿಗೆ ಮಹೋತ್ಸವ ಸಂಪನ್ನಗೊಳ್ಳಲಿದೆ ಎಂದು ಸಮಿತಿ ತಿಳಿಸಿದೆ. [22,876,192,929]
bottom-divider [22,1150,922,1154]
cinema-photo [674,624,924,746]
top-right-photo [700,96,920,188]
story-body: ಪಟ್ಟಣದ ಜಗದ್ಗುರು ಅಂಗಡಿ ಮಠದಲ್ಲಿ ಬಸವೇಶ್ವರ ಜಯಂತಿಯನ್ನು ಸಂಭ್ರಮ ಸಡಗರದಿಂದ ಆಚರಿಸಲಾಯಿತು. ಬೆಳಗ್ಗೆ ಬಸವೇಶ್ವರರ ಮೂರ್ತಿಗೆ ಅಭಿಷೇಕ, ಪೂಜೆ ನೆರವೇರಿಸಲಾಯಿತು. ನಂತರ ಪಟ್ಟಣದ ಪ್ರಮುಖ ಬೀದಿಗಳಲ್ಲಿ ಬಸವಣ್ಣನವರ ಭಾವಚಿತ್ರದ ಮೆರವಣಿಗೆ ನಡೆಯಿತು. ಮೆರವಣಿಗೆಯಲ್ಲಿ ಡೊಳ್ಳು ಕುಣಿತ, ಭಜನಾ ತಂಡಗಳು ಹಾಗೂ ಕಲಾ ತಂಡಗಳು ಪಾಲ್ಗೊಂಡು ಮೆರುಗು ನೀಡಿದವು. ಸಂಜೆ ನಡೆದ ಧಾರ್ಮಿಕ ಸಭೆಯಲ್ಲಿ ಮಠದ ಶ್ರೀಗಳು ಆಶೀರ್ವಚನ ನೀಡಿ, ಬಸವಣ್ಣನವರ ತತ್ವಾದರ್ಶಗಳನ್ನು ಜೀವನದಲ್ಲಿ ಅಳವಡಿಸಿಕೊಳ್ಳಬೇಕು ಎಂದರು. ಗಣ್ಯರು, ಸಮಾಜದ ಮುಖಂಡರು ಹಾಗೂ ಸಾವಿರಾರು ಭಕ್ತರು ಭಾಗವಹಿಸಿದ್ದರು. [506,974,732,1036]
cinema-headline-line2: ಮೊದಲ ಸಿನಿಮಾ ಬಿಡುಗಡೆ [674,343,837,365]
kiru-label-2: ಸುದ್ದಿ [118,99,145,119]
dateline: ಹುಬ್ಬಳ್ಳಿ: [446,120,465,128]
bus-col4 [814,1186,924,1432]
page-number: 09 [160,60,191,85]
sidebar-story3-body-cont [22,876,192,1026]
kiru-header [22,90,192,130]
story-body: ಸಾರಿಗೆ ಇಲಾಖೆ ಅಧಿಕಾರಿಗಳಿಗೆ ಹಲವು ಬಾರಿ ಮನವಿ ಸಲ್ಲಿಸಿದರೂ ಪ್ರಯೋಜನವಾಗಿಲ್ಲ. ಶಾಲಾ ಕಾಲೇಜುಗಳು ಆರಂಭವಾಗುವ ಮುನ್ನ ಸಮಸ್ಯೆ ಬಗೆಹರಿಸಬೇಕು. ತಾಲೂಕಿನ 41 ಗ್ರಾಮಗಳಿಗೆ ಸಮರ್ಪಕ ಬಸ್ ವ್ಯವಸ್ಥೆ ಇಲ್ಲ. ಹೊಸ ಮಾರ್ಗಗಳಲ್ಲಿ ಬಸ್ ಸಂಚಾರ ಆರಂಭಿಸಬೇಕು ಹಾಗೂ ಹಳೆಯ ಬಸ್‌ಗಳನ್ನು ಬದಲಿಸಬೇಕು. ಗ್ರಾಮಸ್ಥರ ಸಮಸ್ಯೆಗೆ ತಕ್ಷಣ ಸ್ಪಂದಿಸಬೇಕು ಎಂದು ಒತ್ತಾಯಿಸಿದರು. [598,1302,700,1382]
date-band [798,36,918,40]
dateline: ಹುಬ್ಬಳ್ಳಿ: [206,458,225,466]
column-rule [478,1158,479,1434]
bus-col2 [598,1302,700,1432]
logo-block [40,30,230,85]
cinema-headline-line1: ಚಂದನ ಶೆಟ್ಟಿ ಅಭಿನಯದ [674,317,825,339]
story-body: ದೇಶದ ಜನತೆ ಸೇನೆಯ ಬೆನ್ನಿಗೆ ನಿಂತಿದೆ. ಉಗ್ರರ ಕೃತ್ಯಕ್ಕೆ ಇದು ದಿಟ್ಟ ಉತ್ತರ. ಪಾಕಿಸ್ತಾನ ಇನ್ನಾದರೂ ಉಗ್ರರಿಗೆ ಆಶ್ರಯ ನೀಡುವುದನ್ನು ನಿಲ್ಲಿಸಬೇಕು ಎಂದು ಆಗ್ರಹಿಸಿದರು. ಸೇನೆಯ ಕಾರ್ಯಾಚರಣೆಯಲ್ಲಿ ಭಾಗವಹಿಸಿದ ಯೋಧರಿಗೆ ಕೃತಜ್ಞತೆ ಸಲ್ಲಿಸಿದರು. ದೇಶದ ಏಕತೆ ಹಾಗೂ ಸಮಗ್ರತೆ ಕಾಪಾಡುವಲ್ಲಿ ಪ್ರತಿಯೊಬ್ಬ ನಾಗರಿಕನ ಪಾತ್ರವಿದೆ ಎಂದರು. [362,1272,472,1334]
logo-tagline: ರಾಷ್ಟ್ರ ಜಾಗೃತಿಯ ದೈನಿಕ [110,58,148,64]
temp-min: 22 [724,48,750,69]
dateline: ಹುಬ್ಬಳ್ಳಿ: [674,374,693,382]
cinema-body [674,374,924,618]
student-photo [866,990,924,1070]
issue-city: ಹುಬ್ಬಳ್ಳಿ [826,71,843,79]
bjp-headline-line1: ಬಿಜೆಪಿ ಕಾರ್ಯಕರ್ತರ ಪ್ರತಿಭಟನೆ [206,760,392,781]
sindoor-col1 [30,1196,130,1432]
dateline: ಧಾರವಾಡ: [506,800,530,808]
divider [22,740,192,741]
divider [504,946,922,947]
